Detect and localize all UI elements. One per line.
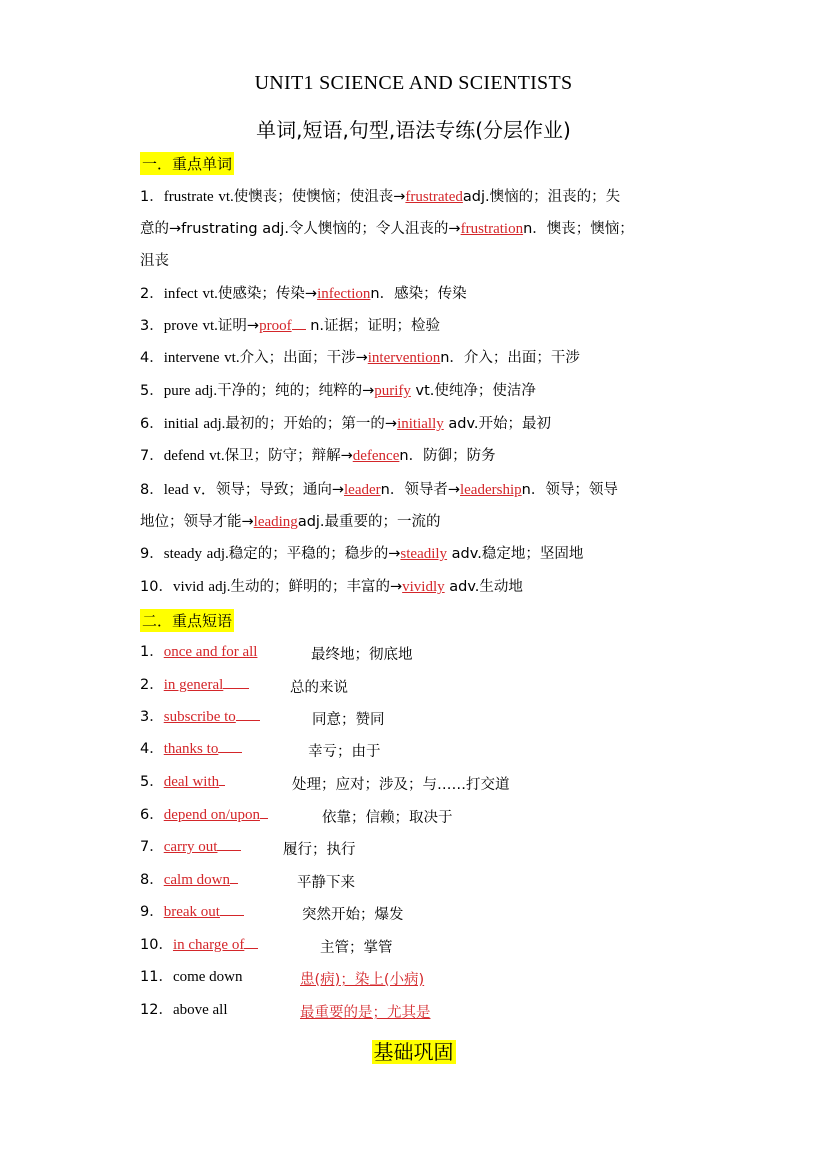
word-entry-6: 6．initial adj.最初的；开始的；第一的→initially adv.开始；最初 xyxy=(140,416,552,432)
section-heading-phrases: 二．重点短语 xyxy=(140,609,234,632)
blank-underline xyxy=(230,883,238,884)
answer-blank: infection xyxy=(317,286,371,302)
phrase-entry-6: 6．depend on/upon xyxy=(140,800,700,831)
blank-underline xyxy=(219,785,225,786)
phrase-entry-9: 9．break out xyxy=(140,897,700,928)
answer-blank: thanks to xyxy=(163,741,219,757)
word-entry-8-cont: 地位；领导才能→leadingadj.最重要的；一流的 xyxy=(140,514,441,530)
document-subtitle: 单词,短语,句型,语法专练(分层作业) xyxy=(256,118,571,142)
phrase-meaning-9: 突然开始；爆发 xyxy=(302,907,404,923)
phrase-entry-8: 8．calm down xyxy=(140,865,700,896)
phrase-entry-4: 4．thanks to xyxy=(140,734,700,765)
phrase-meaning-2: 总的来说 xyxy=(290,680,348,696)
phrase-answer-11: 患(病)；染上(小病) xyxy=(300,972,425,988)
word-entry-9: 9．steady adj.稳定的；平稳的；稳步的→steadily adv.稳定地；坚固地 xyxy=(140,546,584,562)
word-entry-4: 4．intervene vt.介入；出面；干涉→interventionn．介入；出面；干涉 xyxy=(140,350,580,366)
answer-blank: calm down xyxy=(163,872,230,888)
word-entry-10: 10．vivid adj.生动的；鲜明的；丰富的→vividly adv.生动地 xyxy=(140,579,523,595)
answer-blank: leading xyxy=(253,514,298,530)
phrase-meaning-4: 幸亏；由于 xyxy=(308,744,381,760)
blank-underline xyxy=(236,720,260,721)
blank-underline xyxy=(218,752,242,753)
phrase-entry-7: 7．carry out xyxy=(140,832,700,863)
phrase-meaning-5: 处理；应对；涉及；与……打交道 xyxy=(292,777,510,793)
answer-blank: frustration xyxy=(460,221,524,237)
answer-blank: proof xyxy=(259,318,292,334)
answer-blank: break out xyxy=(163,904,220,920)
word-entry-2: 2．infect vt.使感染；传染→infectionn．感染；传染 xyxy=(140,286,467,302)
answer-blank: intervention xyxy=(367,350,441,366)
phrase-meaning-10: 主管；掌管 xyxy=(320,940,393,956)
phrase-meaning-7: 履行；执行 xyxy=(283,842,356,858)
word-entry-8: 8．lead v．领导；导致；通向→leadern．领导者→leadershipn．领导；领导 xyxy=(140,482,618,498)
blank-underline xyxy=(260,818,268,819)
phrase-entry-1: 1．once and for all xyxy=(140,644,258,660)
answer-blank: once and for all xyxy=(163,644,258,660)
phrase-meaning-8: 平静下来 xyxy=(297,875,355,891)
blank-underline xyxy=(244,948,258,949)
document-title: UNIT1 SCIENCE AND SCIENTISTS xyxy=(254,72,573,94)
blank-underline xyxy=(220,915,244,916)
answer-blank: in general xyxy=(163,677,224,693)
section-heading-words: 一．重点单词 xyxy=(140,152,234,175)
phrase-entry-12: 12．above all xyxy=(140,1002,228,1018)
answer-blank: leadership xyxy=(459,482,522,498)
phrase-entry-11: 11．come down xyxy=(140,969,243,985)
word-entry-3: 3．prove vt.证明→proof n.证据；证明；检验 xyxy=(140,318,440,334)
section-heading-basics: 基础巩固 xyxy=(373,1040,454,1064)
blank-underline xyxy=(217,850,241,851)
phrase-entry-3: 3．subscribe to xyxy=(140,702,700,733)
answer-blank: vividly xyxy=(402,579,445,595)
answer-blank: steadily xyxy=(400,546,448,562)
word-entry-7: 7．defend vt.保卫；防守；辩解→defencen．防御；防务 xyxy=(140,448,496,464)
phrase-meaning-6: 依靠；信赖；取决于 xyxy=(322,810,453,826)
blank-underline xyxy=(292,329,306,330)
answer-blank: subscribe to xyxy=(163,709,236,725)
answer-blank: depend on/upon xyxy=(163,807,260,823)
answer-blank: frustrated xyxy=(405,189,463,205)
answer-blank: defence xyxy=(352,448,400,464)
answer-blank: purify xyxy=(374,383,411,399)
answer-blank: initially xyxy=(397,416,444,432)
phrase-entry-5: 5．deal with xyxy=(140,767,700,798)
word-entry-1: 1．frustrate vt.使懊丧；使懊恼；使沮丧→frustratedadj.懊恼的；沮丧的；失 xyxy=(140,189,621,205)
word-entry-1-cont2: 沮丧 xyxy=(140,253,169,269)
answer-blank: leader xyxy=(344,482,381,498)
answer-blank: in charge of xyxy=(172,937,245,953)
word-entry-5: 5．pure adj.干净的；纯的；纯粹的→purify vt.使纯净；使洁净 xyxy=(140,383,536,399)
answer-blank: deal with xyxy=(163,774,220,790)
phrase-answer-12: 最重要的是；尤其是 xyxy=(300,1005,431,1021)
blank-underline xyxy=(223,688,249,689)
answer-blank: carry out xyxy=(163,839,218,855)
word-entry-1-cont: 意的→frustrating adj.令人懊恼的；令人沮丧的→frustrationn．懊丧；懊恼； xyxy=(140,221,634,237)
phrase-entry-2: 2．in general xyxy=(140,670,700,701)
phrase-meaning-3: 同意；赞同 xyxy=(312,712,385,728)
phrase-entry-10: 10．in charge of xyxy=(140,930,700,961)
phrase-meaning-1: 最终地；彻底地 xyxy=(311,647,413,663)
